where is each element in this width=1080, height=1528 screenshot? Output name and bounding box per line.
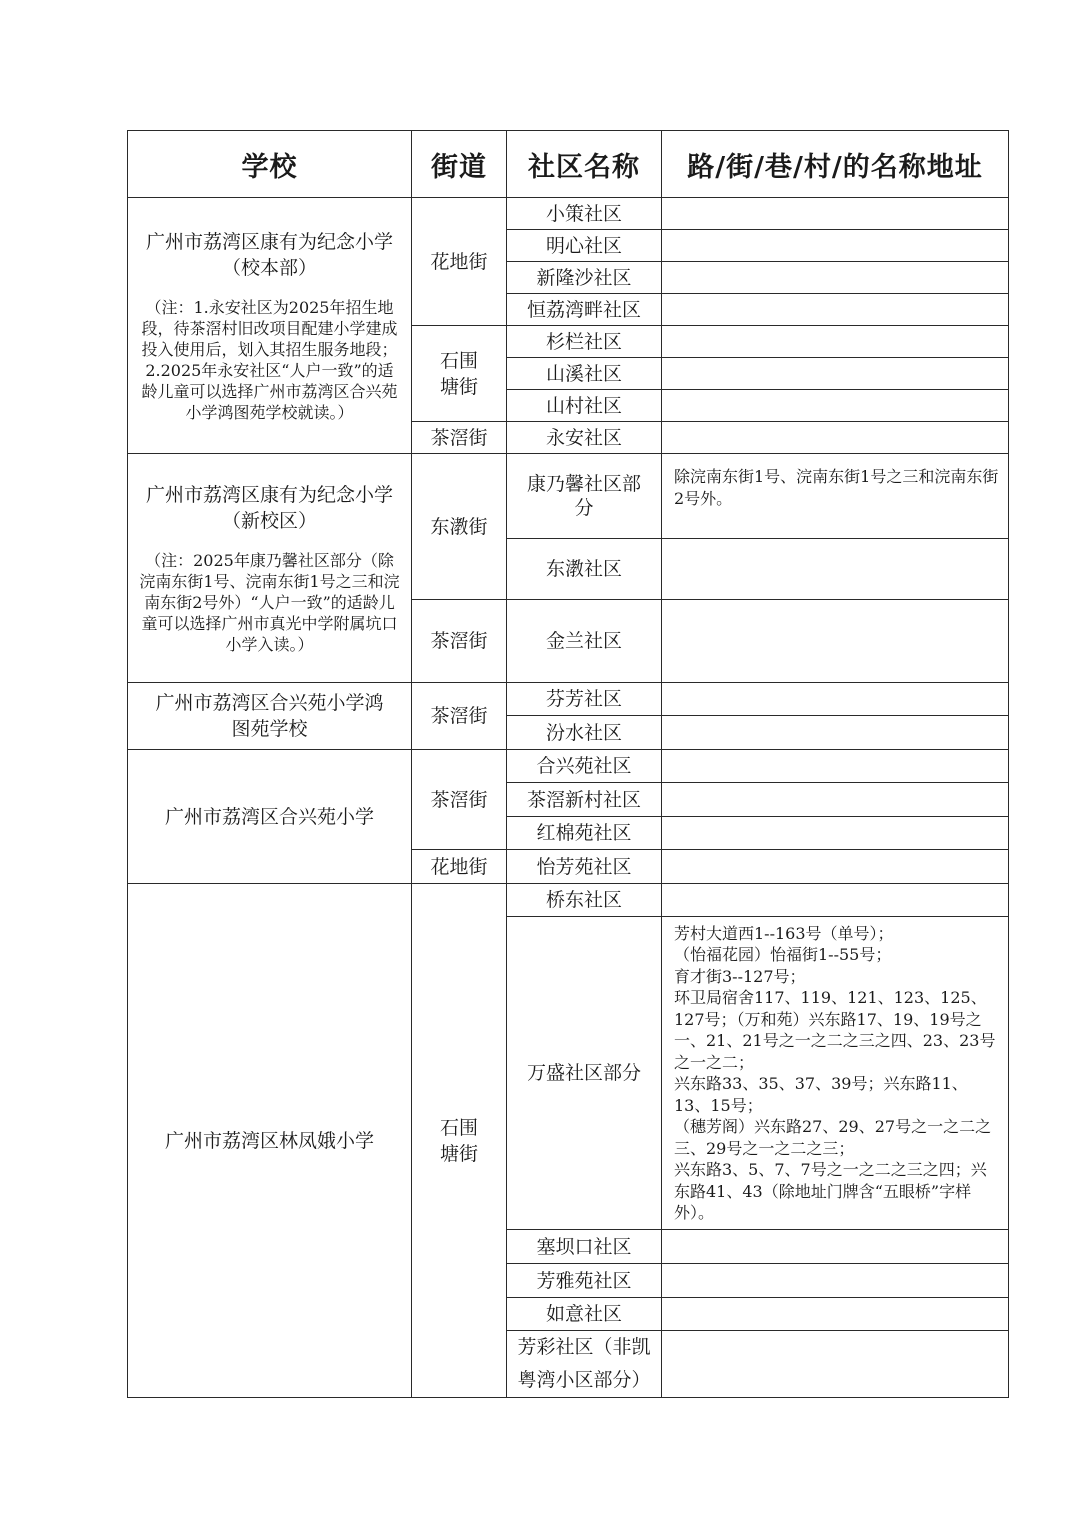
header-school: 学校 xyxy=(128,131,412,198)
address-line: 芳村大道西1--163号（单号）； xyxy=(674,923,894,943)
community-cell: 塞坝口社区 xyxy=(507,1230,662,1264)
address-cell xyxy=(662,294,1009,326)
address-cell xyxy=(662,750,1009,783)
street-cell: 花地街 xyxy=(412,198,507,326)
address-cell xyxy=(662,422,1009,454)
community-cell: 合兴苑社区 xyxy=(507,750,662,783)
address-cell xyxy=(662,1264,1009,1298)
school-district-table xyxy=(127,130,1009,1398)
community-cell: 山村社区 xyxy=(507,390,662,422)
header-street: 街道 xyxy=(412,131,507,198)
school-cell: 广州市荔湾区合兴苑小学鸿图苑学校 xyxy=(128,683,412,750)
community-cell: 杉栏社区 xyxy=(507,326,662,358)
community-cell: 红棉苑社区 xyxy=(507,817,662,850)
community-cell: 芳雅苑社区 xyxy=(507,1264,662,1298)
community-cell: 明心社区 xyxy=(507,230,662,262)
community-cell: 万盛社区部分 xyxy=(507,917,662,1230)
address-cell xyxy=(662,198,1009,230)
community-cell: 康乃馨社区部分 xyxy=(507,454,662,539)
address-cell xyxy=(662,1298,1009,1331)
community-cell: 东漖社区 xyxy=(507,539,662,600)
street-cell: 茶滘街 xyxy=(412,750,507,850)
address-line: 环卫局宿舍117、119、121、123、125、127号；（万和苑）兴东路17、19、19号之一、21、21号之一之二之三之四、23、23号之一之二； xyxy=(674,988,996,1072)
school-cell: 广州市荔湾区合兴苑小学 xyxy=(128,750,412,884)
address-cell: 除浣南东街1号、浣南东街1号之三和浣南东街2号外。 xyxy=(662,454,1009,539)
community-cell: 如意社区 xyxy=(507,1298,662,1331)
address-cell xyxy=(662,1331,1009,1398)
street-cell: 东漖街 xyxy=(412,454,507,600)
community-cell: 怡芳苑社区 xyxy=(507,850,662,884)
address-line: 兴东路33、35、37、39号；兴东路11、13、15号； xyxy=(674,1074,968,1115)
address-line: 兴东路3、5、7、7号之一之二之三之四；兴东路41、43（除地址门牌含“五眼桥”字样外）。 xyxy=(674,1160,987,1222)
address-cell xyxy=(662,539,1009,600)
school-name: 广州市荔湾区康有为纪念小学（校本部） xyxy=(145,230,393,279)
table-row xyxy=(128,683,1009,716)
address-cell xyxy=(662,850,1009,884)
street-cell: 花地街 xyxy=(412,850,507,884)
community-cell: 新隆沙社区 xyxy=(507,262,662,294)
street-cell: 石围塘街 xyxy=(412,884,507,1398)
address-cell xyxy=(662,783,1009,817)
community-cell: 山溪社区 xyxy=(507,358,662,390)
table-row xyxy=(128,884,1009,917)
table-row xyxy=(128,198,1009,230)
address-cell xyxy=(662,683,1009,716)
school-cell xyxy=(128,198,412,454)
table-row xyxy=(128,454,1009,539)
address-cell xyxy=(662,1230,1009,1264)
community-cell: 茶滘新村社区 xyxy=(507,783,662,817)
address-cell xyxy=(662,817,1009,850)
school-name: 广州市荔湾区康有为纪念小学（新校区） xyxy=(145,483,393,532)
community-cell: 恒荔湾畔社区 xyxy=(507,294,662,326)
community-cell: 金兰社区 xyxy=(507,600,662,683)
address-cell xyxy=(662,326,1009,358)
school-cell xyxy=(128,454,412,683)
address-line: 育才街3--127号； xyxy=(674,966,806,986)
header-address: 路/街/巷/村/的名称地址 xyxy=(662,131,1009,198)
community-cell: 永安社区 xyxy=(507,422,662,454)
street-cell: 石围塘街 xyxy=(412,326,507,422)
address-cell xyxy=(662,262,1009,294)
street-cell: 茶滘街 xyxy=(412,600,507,683)
address-cell xyxy=(662,390,1009,422)
school-cell: 广州市荔湾区林凤娥小学 xyxy=(128,884,412,1398)
address-cell xyxy=(662,716,1009,750)
school-note: （注：1.永安社区为2025年招生地段，待茶滘村旧改项目配建小学建成投入使用后，划入其招生服务地段；2.2025年永安社区“人户一致”的适龄儿童可以选择广州市荔湾区合兴苑小学鸿图苑学校就读。） xyxy=(141,297,398,422)
table-row xyxy=(128,750,1009,783)
address-cell xyxy=(662,600,1009,683)
community-cell: 桥东社区 xyxy=(507,884,662,917)
address-line: （穗芳阁）兴东路27、29、27号之一之二之三、29号之一之二之三； xyxy=(674,1117,992,1158)
address-cell xyxy=(662,358,1009,390)
header-row xyxy=(128,131,1009,198)
school-note: （注：2025年康乃馨社区部分（除浣南东街1号、浣南东街1号之三和浣南东街2号外）“人户一致”的适龄儿童可以选择广州市真光中学附属坑口小学入读。） xyxy=(139,550,400,654)
community-cell: 芬芳社区 xyxy=(507,683,662,716)
street-cell: 茶滘街 xyxy=(412,683,507,750)
header-community: 社区名称 xyxy=(507,131,662,198)
community-cell: 汾水社区 xyxy=(507,716,662,750)
address-line: （怡福花园）怡福街1--55号； xyxy=(674,945,892,964)
community-cell: 小策社区 xyxy=(507,198,662,230)
address-cell xyxy=(662,884,1009,917)
community-cell: 芳彩社区（非凯粤湾小区部分） xyxy=(507,1331,662,1398)
address-cell xyxy=(662,917,1009,1230)
street-cell: 茶滘街 xyxy=(412,422,507,454)
address-cell xyxy=(662,230,1009,262)
